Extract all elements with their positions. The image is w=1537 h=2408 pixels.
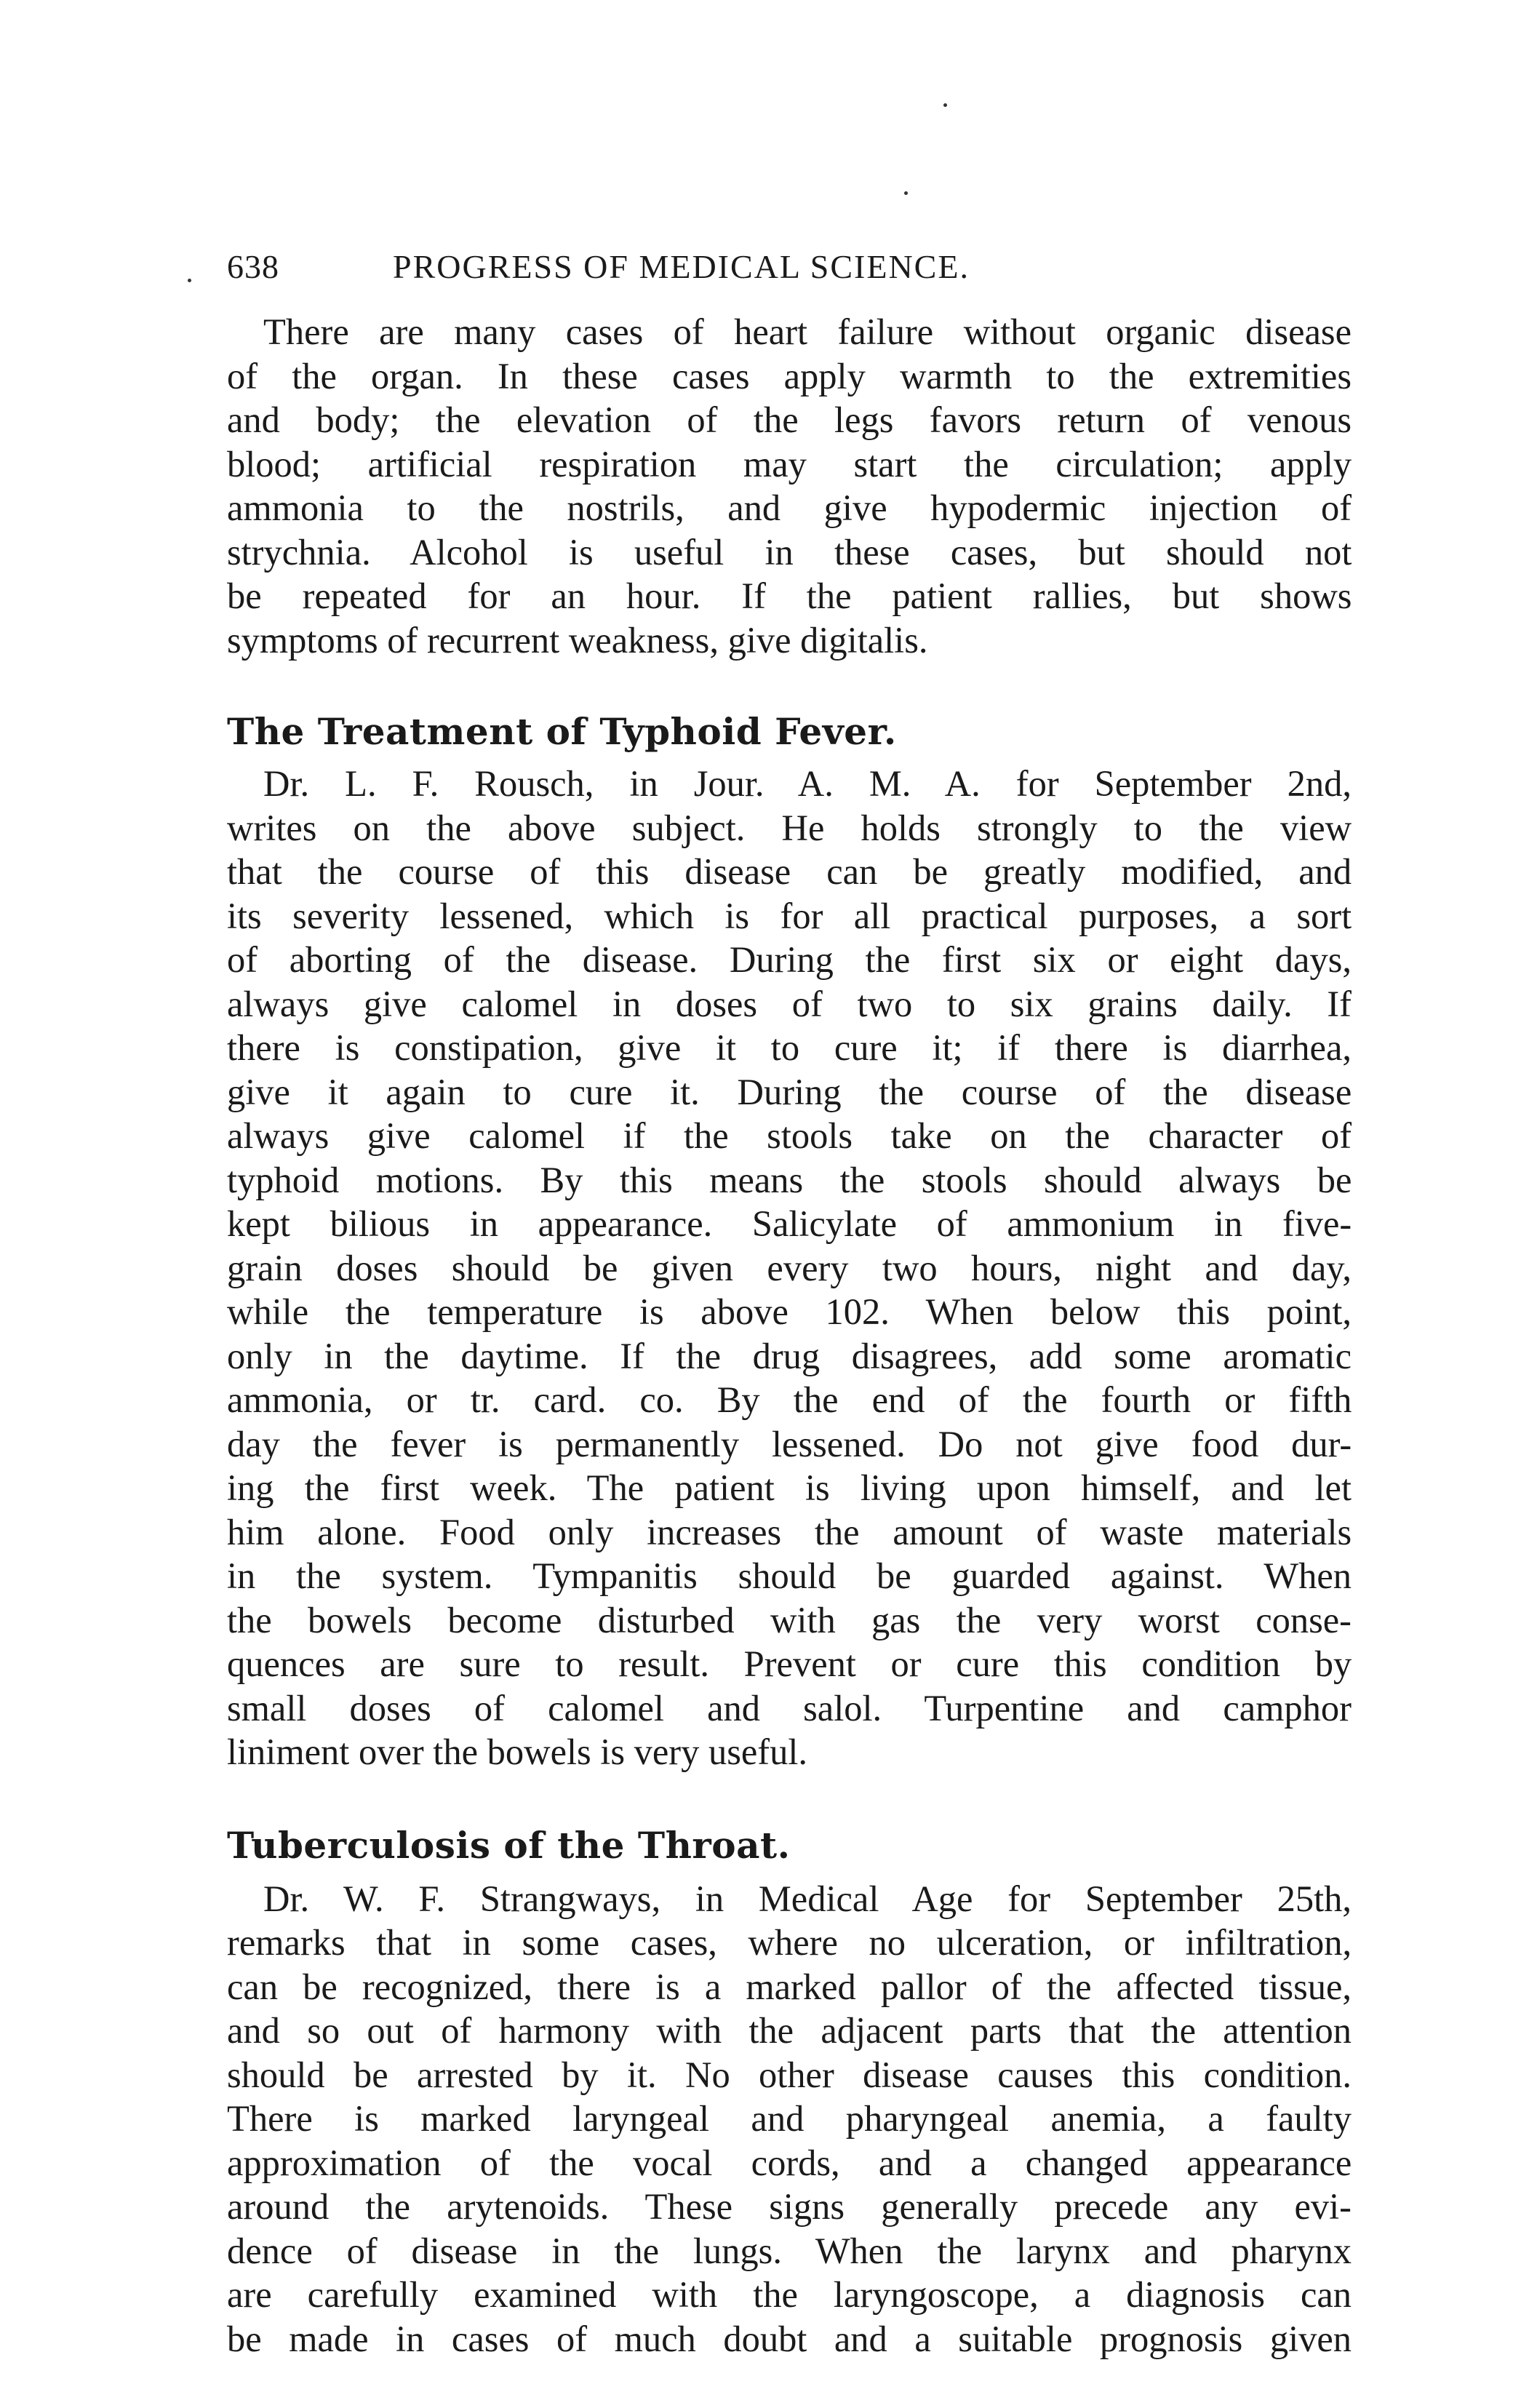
text-line: give it again to cure it. During the course of the disease [227,1071,1352,1112]
running-title: PROGRESS OF MEDICAL SCIENCE. [393,248,970,285]
text-line: the bowels become disturbed with gas the very worst conse- [227,1599,1352,1640]
text-line: There is marked laryngeal and pharyngeal anemia, a faulty [227,2098,1352,2139]
text-line: its severity lessened, which is for all practical purposes, a sort [227,895,1352,936]
text-line: should be arrested by it. No other disease causes this condition. [227,2054,1352,2095]
text-line: ammonia to the nostrils, and give hypodermic injection of [227,487,1352,528]
text-line: Dr. L. F. Rousch, in Jour. A. M. A. for September 2nd, [263,763,1352,804]
text-line: small doses of calomel and salol. Turpentine and camphor [227,1687,1352,1729]
typhoid-section-heading: The Treatment of Typhoid Fever. [227,710,897,753]
print-speck [943,103,947,107]
text-line: be repeated for an hour. If the patient rallies, but shows [227,575,1352,616]
text-line: can be recognized, there is a marked pallor of the affected tissue, [227,1966,1352,2007]
text-line: blood; artificial respiration may start the circulation; apply [227,443,1352,485]
text-line: are carefully examined with the laryngoscope, a diagnosis can [227,2274,1352,2315]
typhoid-paragraph [227,762,1352,1774]
book-page [227,247,1352,2361]
text-line: liniment over the bowels is very useful. [227,1731,808,1772]
text-line: and body; the elevation of the legs favors return of venous [227,399,1352,440]
heart-failure-paragraph [227,310,1352,662]
text-line: be made in cases of much doubt and a suitable prognosis given [227,2318,1352,2359]
text-line: there is constipation, give it to cure it; if there is diarrhea, [227,1027,1352,1068]
print-speck [904,191,908,195]
text-line: kept bilious in appearance. Salicylate of ammonium in five- [227,1203,1352,1244]
page-number: 638 [227,248,279,285]
text-line: writes on the above subject. He holds strongly to the view [227,807,1352,848]
text-line: while the temperature is above 102. When below this point, [227,1291,1352,1332]
text-line: in the system. Tympanitis should be guarded against. When [227,1555,1352,1596]
text-line: always give calomel if the stools take on the character of [227,1115,1352,1156]
text-line: typhoid motions. By this means the stools should always be [227,1159,1352,1200]
text-line: of the organ. In these cases apply warmth to the extremities [227,355,1352,396]
tuberculosis-section-heading: Tuberculosis of the Throat. [227,1823,791,1867]
text-line: approximation of the vocal cords, and a changed appearance [227,2142,1352,2183]
text-line: always give calomel in doses of two to six grains daily. If [227,983,1352,1024]
text-line: only in the daytime. If the drug disagrees, add some aromatic [227,1335,1352,1376]
text-line: grain doses should be given every two hours, night and day, [227,1247,1352,1288]
tuberculosis-paragraph [227,1877,1352,2361]
print-speck [188,279,191,282]
text-line: him alone. Food only increases the amount of waste materials [227,1511,1352,1552]
text-line: strychnia. Alcohol is useful in these cases, but should not [227,531,1352,573]
text-line: and so out of harmony with the adjacent parts that the attention [227,2010,1352,2051]
text-line: that the course of this disease can be greatly modified, and [227,851,1352,892]
text-line: ammonia, or tr. card. co. By the end of the fourth or fifth [227,1379,1352,1420]
text-line: There are many cases of heart failure without organic disease [263,311,1352,352]
text-line: Dr. W. F. Strangways, in Medical Age for September 25th, [263,1878,1352,1919]
text-line: symptoms of recurrent weakness, give digitalis. [227,619,928,661]
running-head [227,247,1352,294]
text-line: around the arytenoids. These signs generally precede any evi- [227,2186,1352,2227]
text-line: dence of disease in the lungs. When the larynx and pharynx [227,2230,1352,2271]
text-line: day the fever is permanently lessened. Do not give food dur- [227,1423,1352,1464]
text-line: remarks that in some cases, where no ulceration, or infiltration, [227,1922,1352,1963]
text-line: ing the first week. The patient is living upon himself, and let [227,1467,1352,1508]
text-line: quences are sure to result. Prevent or cure this condition by [227,1643,1352,1684]
text-line: of aborting of the disease. During the first six or eight days, [227,939,1352,980]
